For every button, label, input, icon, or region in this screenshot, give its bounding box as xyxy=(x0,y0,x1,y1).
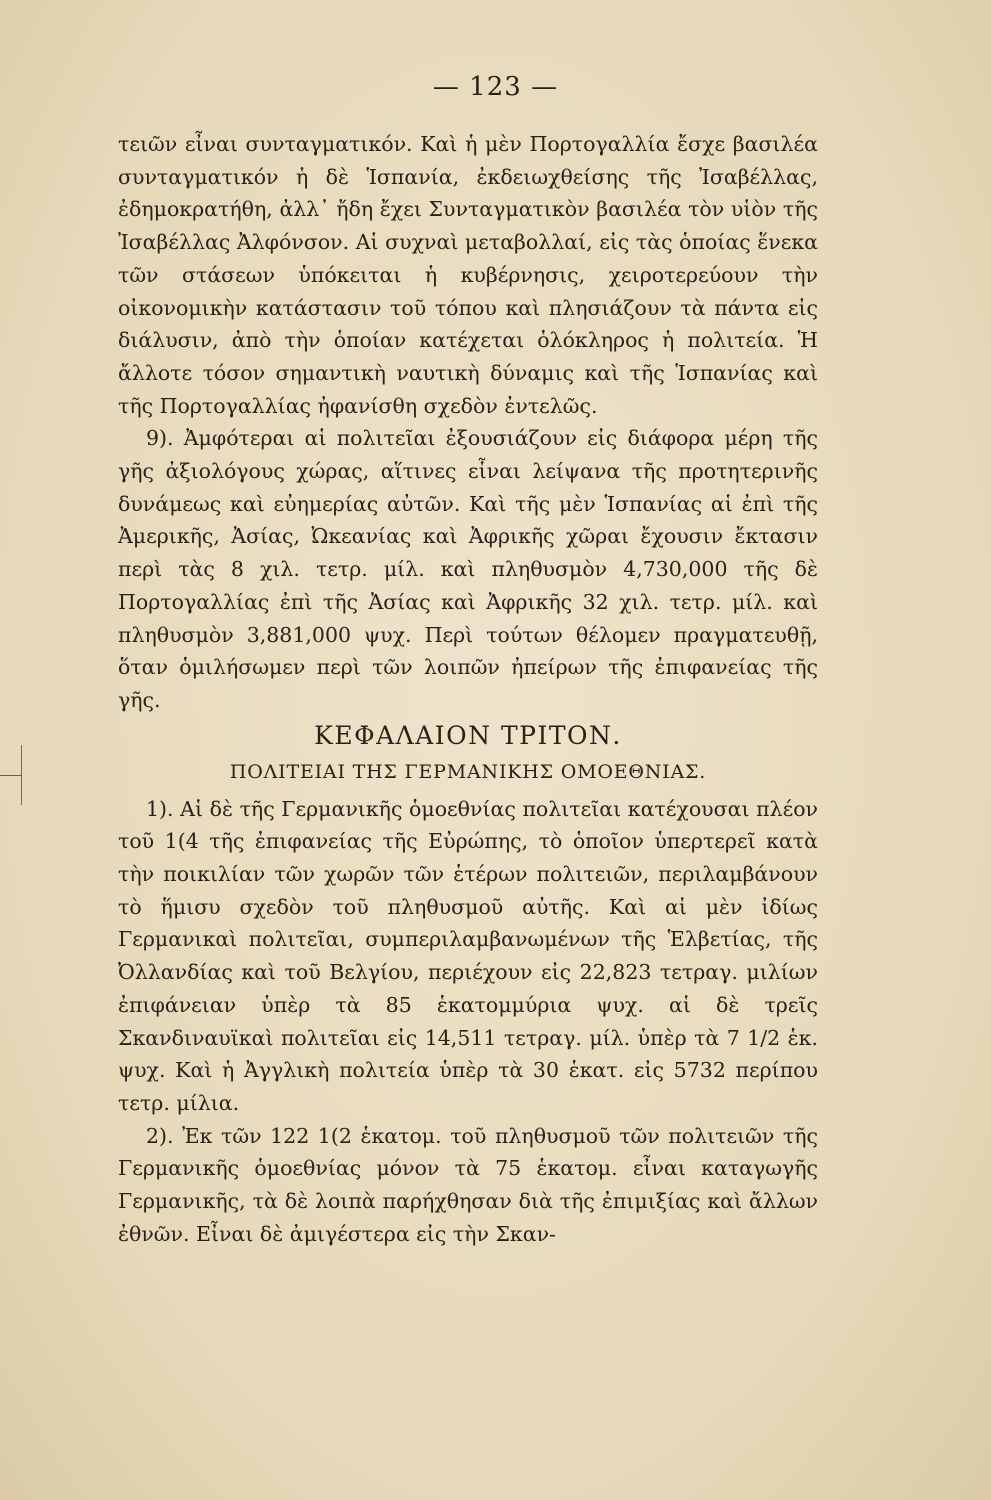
paragraph-section-9: 9). Ἀμφότεραι αἱ πολιτεῖαι ἐξουσιάζουν εἰς διάφορα μέρη τῆς γῆς ἀξιολόγους χώρας, αἵτινες εἶναι λείψανα τῆς προτητερινῆς δυνάμεως καὶ εὐημερίας αὐτῶν. Καὶ τῆς μὲν Ἱσπανίας αἱ ἐπὶ τῆς Ἀμερικῆς, Ἀσίας, Ὠκεανίας καὶ Ἀφρικῆς χῶραι ἔχουσιν ἔκτασιν περὶ τὰς 8 χιλ. τετρ. μίλ. καὶ πληθυσμὸν 4,730,000 τῆς δὲ Πορτογαλλίας ἐπὶ τῆς Ἀσίας καὶ Ἀφρικῆς 32 χιλ. τετρ. μίλ. καὶ πληθυσμὸν 3,881,000 ψυχ. Περὶ τούτων θέλομεν πραγματευθῇ, ὅταν ὁμιλήσωμεν περὶ τῶν λοιπῶν ἠπείρων τῆς ἐπιφανείας τῆς γῆς. xyxy=(118,426,818,712)
paragraph-continuation: τειῶν εἶναι συνταγματικόν. Καὶ ἡ μὲν Πορτογαλλία ἔσχε βασιλέα συνταγματικόν ἡ δὲ Ἱσπανία, ἐκδειωχθείσης τῆς Ἰσαβέλλας, ἐδημοκρατήθη, ἀλλ᾽ ἤδη ἔχει Συνταγματικὸν βασιλέα τὸν υἱὸν τῆς Ἰσαβέλλας Ἀλφόνσον. Αἱ συχναὶ μεταβολλαί, εἰς τὰς ὁποίας ἕνεκα τῶν στάσεων ὑπόκειται ἡ κυβέρνησις, χειροτερεύουν τὴν οἰκονομικὴν κατάστασιν τοῦ τόπου καὶ πλησιάζουν τὰ πάντα εἰς διάλυσιν, ἀπὸ τὴν ὁποίαν κατέχεται ὁλόκληρος ἡ πολιτεία. Ἡ ἄλλοτε τόσον σημαντικὴ ναυτικὴ δύναμις καὶ τῆς Ἱσπανίας καὶ τῆς Πορτογαλλίας ἠφανίσθη σχεδὸν ἐντελῶς. xyxy=(118,132,818,418)
paragraph-section-2: 2). Ἐκ τῶν 122 1(2 ἑκατομ. τοῦ πληθυσμοῦ τῶν πολιτειῶν τῆς Γερμανικῆς ὁμοεθνίας μόνον τὰ 75 ἑκατομ. εἶναι καταγωγῆς Γερμανικῆς, τὰ δὲ λοιπὰ παρήχθησαν διὰ τῆς ἐπιμιξίας καὶ ἄλλων ἐθνῶν. Εἶναι δὲ ἀμιγέστερα εἰς τὴν Σκαν- xyxy=(118,1123,818,1246)
paragraph-section-1: 1). Αἱ δὲ τῆς Γερμανικῆς ὁμοεθνίας πολιτεῖαι κατέχουσαι πλέον τοῦ 1(4 τῆς ἐπιφανείας τῆς Εὐρώπης, τὸ ὁποῖον ὑπερτερεῖ κατὰ τὴν ποικιλίαν τῶν χωρῶν τῶν ἑτέρων πολιτειῶν, περιλαμβάνουν τὸ ἥμισυ σχεδὸν τοῦ πληθυσμοῦ αὐτῆς. Καὶ αἱ μὲν ἰδίως Γερμανικαὶ πολιτεῖαι, συμπεριλαμβανωμένων τῆς Ἑλβετίας, τῆς Ὀλλανδίας καὶ τοῦ Βελγίου, περιέχουν εἰς 22,823 τετραγ. μιλίων ἐπιφάνειαν ὑπὲρ τὰ 85 ἑκατομμύρια ψυχ. αἱ δὲ τρεῖς Σκανδιναυϊκαὶ πολιτεῖαι εἰς 14,511 τετραγ. μίλ. ὑπὲρ τὰ 7 1/2 ἑκ. ψυχ. Καὶ ἡ Ἀγγλικὴ πολιτεία ὑπὲρ τὰ 30 ἑκατ. εἰς 5732 περίπου τετρ. μίλια. xyxy=(118,796,818,1115)
chapter-heading: ΚΕΦΑΛΑΙΟΝ ΤΡΙΤΟΝ. xyxy=(314,720,622,750)
body-text xyxy=(118,128,818,1251)
page-number: — 123 — xyxy=(432,72,559,102)
section-subheading: ΠΟΛΙΤΕΙΑΙ ΤΗΣ ΓΕΡΜΑΝΙΚΗΣ ΟΜΟΕΘΝΙΑΣ. xyxy=(229,760,707,783)
margin-mark xyxy=(0,775,22,776)
